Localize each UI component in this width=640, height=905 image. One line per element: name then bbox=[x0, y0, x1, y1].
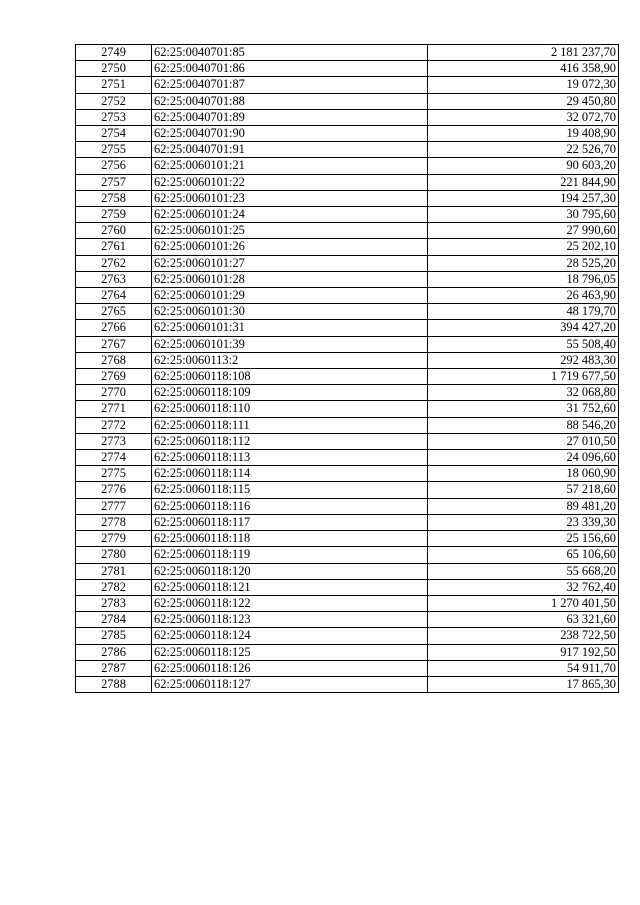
row-number-cell: 2757 bbox=[76, 174, 152, 190]
row-number-cell: 2784 bbox=[76, 612, 152, 628]
row-number-cell: 2767 bbox=[76, 336, 152, 352]
table-row bbox=[76, 158, 619, 174]
cadastral-number-cell: 62:25:0060101:23 bbox=[152, 190, 428, 206]
table-row bbox=[76, 320, 619, 336]
cadastral-number-cell: 62:25:0040701:86 bbox=[152, 61, 428, 77]
cadastral-number-cell: 62:25:0060118:120 bbox=[152, 563, 428, 579]
table-row bbox=[76, 450, 619, 466]
cadastral-value-cell: 28 525,20 bbox=[428, 255, 619, 271]
cadastral-value-cell: 55 508,40 bbox=[428, 336, 619, 352]
table-row bbox=[76, 595, 619, 611]
table-row bbox=[76, 612, 619, 628]
cadastral-number-cell: 62:25:0060118:108 bbox=[152, 369, 428, 385]
row-number-cell: 2775 bbox=[76, 466, 152, 482]
row-number-cell: 2782 bbox=[76, 579, 152, 595]
cadastral-number-cell: 62:25:0060101:22 bbox=[152, 174, 428, 190]
row-number-cell: 2749 bbox=[76, 45, 152, 61]
cadastral-number-cell: 62:25:0060118:110 bbox=[152, 401, 428, 417]
table-row bbox=[76, 255, 619, 271]
cadastral-number-cell: 62:25:0060118:125 bbox=[152, 644, 428, 660]
cadastral-number-cell: 62:25:0040701:85 bbox=[152, 45, 428, 61]
cadastral-value-cell: 23 339,30 bbox=[428, 514, 619, 530]
cadastral-number-cell: 62:25:0060101:31 bbox=[152, 320, 428, 336]
cadastral-number-cell: 62:25:0060101:25 bbox=[152, 223, 428, 239]
table-row bbox=[76, 190, 619, 206]
cadastral-number-cell: 62:25:0040701:90 bbox=[152, 126, 428, 142]
cadastral-value-cell: 25 156,60 bbox=[428, 531, 619, 547]
cadastral-value-cell: 89 481,20 bbox=[428, 498, 619, 514]
cadastral-value-cell: 90 603,20 bbox=[428, 158, 619, 174]
cadastral-value-cell: 57 218,60 bbox=[428, 482, 619, 498]
cadastral-number-cell: 62:25:0060101:21 bbox=[152, 158, 428, 174]
table-row bbox=[76, 288, 619, 304]
cadastral-number-cell: 62:25:0060118:111 bbox=[152, 417, 428, 433]
table-row bbox=[76, 352, 619, 368]
row-number-cell: 2769 bbox=[76, 369, 152, 385]
table-row bbox=[76, 385, 619, 401]
row-number-cell: 2785 bbox=[76, 628, 152, 644]
cadastral-number-cell: 62:25:0060101:29 bbox=[152, 288, 428, 304]
cadastral-value-cell: 917 192,50 bbox=[428, 644, 619, 660]
row-number-cell: 2753 bbox=[76, 109, 152, 125]
cadastral-value-cell: 416 358,90 bbox=[428, 61, 619, 77]
cadastral-value-cell: 27 990,60 bbox=[428, 223, 619, 239]
row-number-cell: 2779 bbox=[76, 531, 152, 547]
row-number-cell: 2750 bbox=[76, 61, 152, 77]
table-row bbox=[76, 482, 619, 498]
row-number-cell: 2783 bbox=[76, 595, 152, 611]
cadastral-value-cell: 31 752,60 bbox=[428, 401, 619, 417]
table-row bbox=[76, 466, 619, 482]
table-row bbox=[76, 644, 619, 660]
cadastral-value-cell: 32 762,40 bbox=[428, 579, 619, 595]
cadastral-number-cell: 62:25:0040701:91 bbox=[152, 142, 428, 158]
row-number-cell: 2761 bbox=[76, 239, 152, 255]
row-number-cell: 2754 bbox=[76, 126, 152, 142]
row-number-cell: 2776 bbox=[76, 482, 152, 498]
cadastral-number-cell: 62:25:0060101:26 bbox=[152, 239, 428, 255]
cadastral-value-cell: 65 106,60 bbox=[428, 547, 619, 563]
cadastral-number-cell: 62:25:0060118:121 bbox=[152, 579, 428, 595]
row-number-cell: 2756 bbox=[76, 158, 152, 174]
table-row bbox=[76, 417, 619, 433]
cadastral-number-cell: 62:25:0040701:88 bbox=[152, 93, 428, 109]
cadastral-value-cell: 27 010,50 bbox=[428, 433, 619, 449]
cadastral-number-cell: 62:25:0060118:116 bbox=[152, 498, 428, 514]
table-row bbox=[76, 142, 619, 158]
table-row bbox=[76, 61, 619, 77]
cadastral-value-cell: 32 072,70 bbox=[428, 109, 619, 125]
cadastral-value-cell: 194 257,30 bbox=[428, 190, 619, 206]
cadastral-value-cell: 19 072,30 bbox=[428, 77, 619, 93]
cadastral-value-cell: 88 546,20 bbox=[428, 417, 619, 433]
table-row bbox=[76, 223, 619, 239]
row-number-cell: 2768 bbox=[76, 352, 152, 368]
cadastral-number-cell: 62:25:0060101:30 bbox=[152, 304, 428, 320]
table-row bbox=[76, 433, 619, 449]
cadastral-number-cell: 62:25:0040701:87 bbox=[152, 77, 428, 93]
row-number-cell: 2788 bbox=[76, 676, 152, 692]
cadastral-number-cell: 62:25:0060101:28 bbox=[152, 271, 428, 287]
cadastral-value-cell: 17 865,30 bbox=[428, 676, 619, 692]
row-number-cell: 2772 bbox=[76, 417, 152, 433]
cadastral-value-cell: 18 796,05 bbox=[428, 271, 619, 287]
cadastral-value-cell: 22 526,70 bbox=[428, 142, 619, 158]
cadastral-number-cell: 62:25:0060101:24 bbox=[152, 207, 428, 223]
row-number-cell: 2755 bbox=[76, 142, 152, 158]
row-number-cell: 2787 bbox=[76, 660, 152, 676]
row-number-cell: 2771 bbox=[76, 401, 152, 417]
cadastral-value-cell: 2 181 237,70 bbox=[428, 45, 619, 61]
cadastral-value-cell: 54 911,70 bbox=[428, 660, 619, 676]
cadastral-value-cell: 29 450,80 bbox=[428, 93, 619, 109]
table-row bbox=[76, 126, 619, 142]
row-number-cell: 2758 bbox=[76, 190, 152, 206]
cadastral-number-cell: 62:25:0060118:119 bbox=[152, 547, 428, 563]
cadastral-value-cell: 48 179,70 bbox=[428, 304, 619, 320]
table-row bbox=[76, 93, 619, 109]
table-row bbox=[76, 547, 619, 563]
table-row bbox=[76, 628, 619, 644]
table-row bbox=[76, 271, 619, 287]
cadastral-value-cell: 238 722,50 bbox=[428, 628, 619, 644]
table-row bbox=[76, 77, 619, 93]
cadastral-number-cell: 62:25:0060118:126 bbox=[152, 660, 428, 676]
cadastral-number-cell: 62:25:0060118:114 bbox=[152, 466, 428, 482]
table-row bbox=[76, 579, 619, 595]
cadastral-number-cell: 62:25:0060118:124 bbox=[152, 628, 428, 644]
cadastral-number-cell: 62:25:0060101:27 bbox=[152, 255, 428, 271]
row-number-cell: 2752 bbox=[76, 93, 152, 109]
cadastral-value-cell: 24 096,60 bbox=[428, 450, 619, 466]
table-row bbox=[76, 498, 619, 514]
row-number-cell: 2759 bbox=[76, 207, 152, 223]
cadastral-number-cell: 62:25:0060118:122 bbox=[152, 595, 428, 611]
row-number-cell: 2773 bbox=[76, 433, 152, 449]
row-number-cell: 2763 bbox=[76, 271, 152, 287]
row-number-cell: 2751 bbox=[76, 77, 152, 93]
table-row bbox=[76, 109, 619, 125]
cadastral-number-cell: 62:25:0060118:112 bbox=[152, 433, 428, 449]
row-number-cell: 2766 bbox=[76, 320, 152, 336]
table-row bbox=[76, 304, 619, 320]
row-number-cell: 2774 bbox=[76, 450, 152, 466]
cadastral-value-cell: 1 270 401,50 bbox=[428, 595, 619, 611]
row-number-cell: 2765 bbox=[76, 304, 152, 320]
table-row bbox=[76, 207, 619, 223]
cadastral-number-cell: 62:25:0060118:109 bbox=[152, 385, 428, 401]
cadastral-number-cell: 62:25:0040701:89 bbox=[152, 109, 428, 125]
cadastral-value-cell: 25 202,10 bbox=[428, 239, 619, 255]
table-row bbox=[76, 174, 619, 190]
table-row bbox=[76, 563, 619, 579]
row-number-cell: 2762 bbox=[76, 255, 152, 271]
table-row bbox=[76, 660, 619, 676]
cadastral-value-table bbox=[75, 44, 619, 693]
row-number-cell: 2786 bbox=[76, 644, 152, 660]
cadastral-number-cell: 62:25:0060118:118 bbox=[152, 531, 428, 547]
cadastral-value-cell: 55 668,20 bbox=[428, 563, 619, 579]
table-row bbox=[76, 239, 619, 255]
cadastral-number-cell: 62:25:0060118:117 bbox=[152, 514, 428, 530]
cadastral-value-cell: 26 463,90 bbox=[428, 288, 619, 304]
cadastral-value-cell: 1 719 677,50 bbox=[428, 369, 619, 385]
table-row bbox=[76, 531, 619, 547]
cadastral-value-cell: 394 427,20 bbox=[428, 320, 619, 336]
row-number-cell: 2781 bbox=[76, 563, 152, 579]
cadastral-number-cell: 62:25:0060118:115 bbox=[152, 482, 428, 498]
cadastral-value-cell: 32 068,80 bbox=[428, 385, 619, 401]
table-row bbox=[76, 336, 619, 352]
cadastral-number-cell: 62:25:0060118:123 bbox=[152, 612, 428, 628]
table-row bbox=[76, 514, 619, 530]
cadastral-value-cell: 221 844,90 bbox=[428, 174, 619, 190]
row-number-cell: 2778 bbox=[76, 514, 152, 530]
row-number-cell: 2780 bbox=[76, 547, 152, 563]
table-row bbox=[76, 676, 619, 692]
cadastral-value-cell: 18 060,90 bbox=[428, 466, 619, 482]
cadastral-number-cell: 62:25:0060113:2 bbox=[152, 352, 428, 368]
cadastral-number-cell: 62:25:0060101:39 bbox=[152, 336, 428, 352]
row-number-cell: 2777 bbox=[76, 498, 152, 514]
row-number-cell: 2760 bbox=[76, 223, 152, 239]
table-body bbox=[76, 45, 619, 693]
table-row bbox=[76, 369, 619, 385]
table-row bbox=[76, 401, 619, 417]
table-row bbox=[76, 45, 619, 61]
cadastral-value-cell: 292 483,30 bbox=[428, 352, 619, 368]
cadastral-number-cell: 62:25:0060118:113 bbox=[152, 450, 428, 466]
row-number-cell: 2764 bbox=[76, 288, 152, 304]
cadastral-value-cell: 19 408,90 bbox=[428, 126, 619, 142]
cadastral-value-cell: 63 321,60 bbox=[428, 612, 619, 628]
cadastral-value-cell: 30 795,60 bbox=[428, 207, 619, 223]
cadastral-number-cell: 62:25:0060118:127 bbox=[152, 676, 428, 692]
row-number-cell: 2770 bbox=[76, 385, 152, 401]
